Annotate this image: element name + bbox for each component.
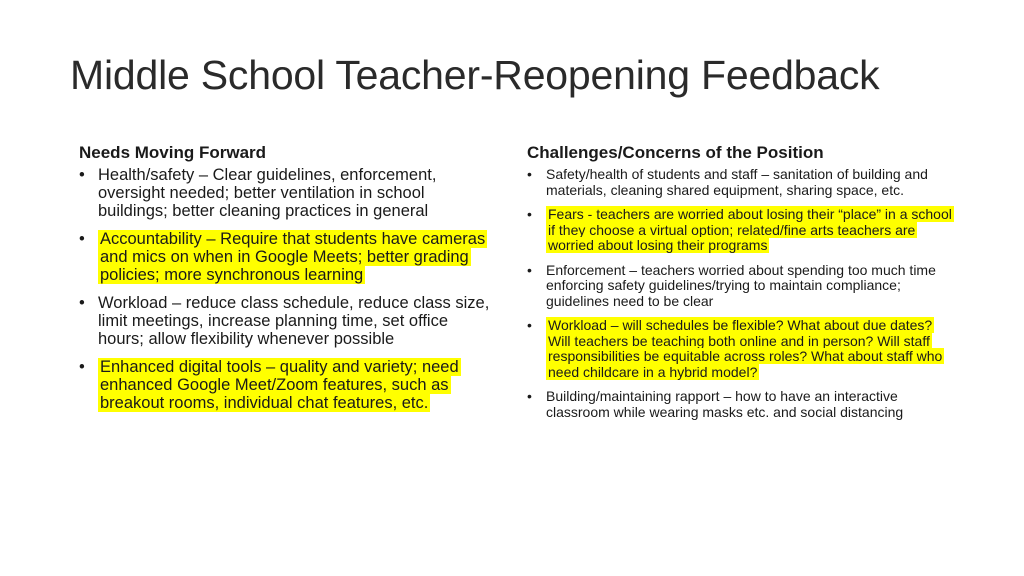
bullet-icon: • xyxy=(79,230,85,248)
challenges-item-workload xyxy=(527,318,952,380)
bullet-icon: • xyxy=(79,358,85,376)
needs-heading: Needs Moving Forward xyxy=(79,143,267,162)
challenges-item-text: Workload – will schedules be flexible? What about due dates? Will teachers be teaching both online and in person? Will staff responsibilities be equitable across roles? What about staff who need childcare in a hybrid model? xyxy=(548,317,943,380)
challenges-item-enforcement xyxy=(527,263,952,310)
needs-item-workload xyxy=(79,294,494,348)
bullet-icon: • xyxy=(527,166,532,182)
needs-list xyxy=(79,166,494,412)
bullet-icon: • xyxy=(527,317,532,333)
challenges-item-text: Building/maintaining rapport – how to have an interactive classroom while wearing masks etc. and social distancing xyxy=(546,388,904,420)
challenges-item-safety-health xyxy=(527,167,952,198)
needs-item-accountability xyxy=(79,230,494,284)
bullet-icon: • xyxy=(79,166,85,184)
needs-item-text: Accountability – Require that students have cameras and mics on when in Google Meets; better grading policies; more synchronous learning xyxy=(100,230,486,284)
challenges-item-text: Safety/health of students and staff – sanitation of building and materials, cleaning shared equipment, sharing space, etc. xyxy=(546,166,928,198)
needs-item-text: Workload – reduce class schedule, reduce class size, limit meetings, increase planning time, set office hours; allow flexibility whenever possible xyxy=(98,294,490,348)
bullet-icon: • xyxy=(527,206,532,222)
challenges-list xyxy=(527,167,952,420)
challenges-item-text: Fears - teachers are worried about losing their “place” in a school if they choose a virtual option; related/fine arts teachers are worried about losing their programs xyxy=(548,206,952,253)
slide-title: Middle School Teacher-Reopening Feedback xyxy=(70,52,880,98)
bullet-icon: • xyxy=(527,388,532,404)
challenges-column xyxy=(527,142,952,429)
challenges-heading: Challenges/Concerns of the Position xyxy=(527,143,824,162)
needs-item-digital-tools xyxy=(79,358,494,412)
needs-column xyxy=(79,142,494,422)
bullet-icon: • xyxy=(527,261,532,278)
needs-item-text: Enhanced digital tools – quality and variety; need enhanced Google Meet/Zoom features, such as breakout rooms, individual chat features, etc. xyxy=(100,358,459,412)
needs-item-text: Health/safety – Clear guidelines, enforcement, oversight needed; better ventilation in school buildings; better cleaning practices in general xyxy=(98,166,437,220)
challenges-item-text: Enforcement – teachers worried about spending too much time enforcing safety guidelines/trying to maintain compliance; guidelines need to be clear xyxy=(546,261,936,309)
bullet-icon: • xyxy=(79,294,85,312)
challenges-item-rapport xyxy=(527,389,952,420)
challenges-item-fears xyxy=(527,207,952,254)
needs-item-health-safety xyxy=(79,166,494,220)
